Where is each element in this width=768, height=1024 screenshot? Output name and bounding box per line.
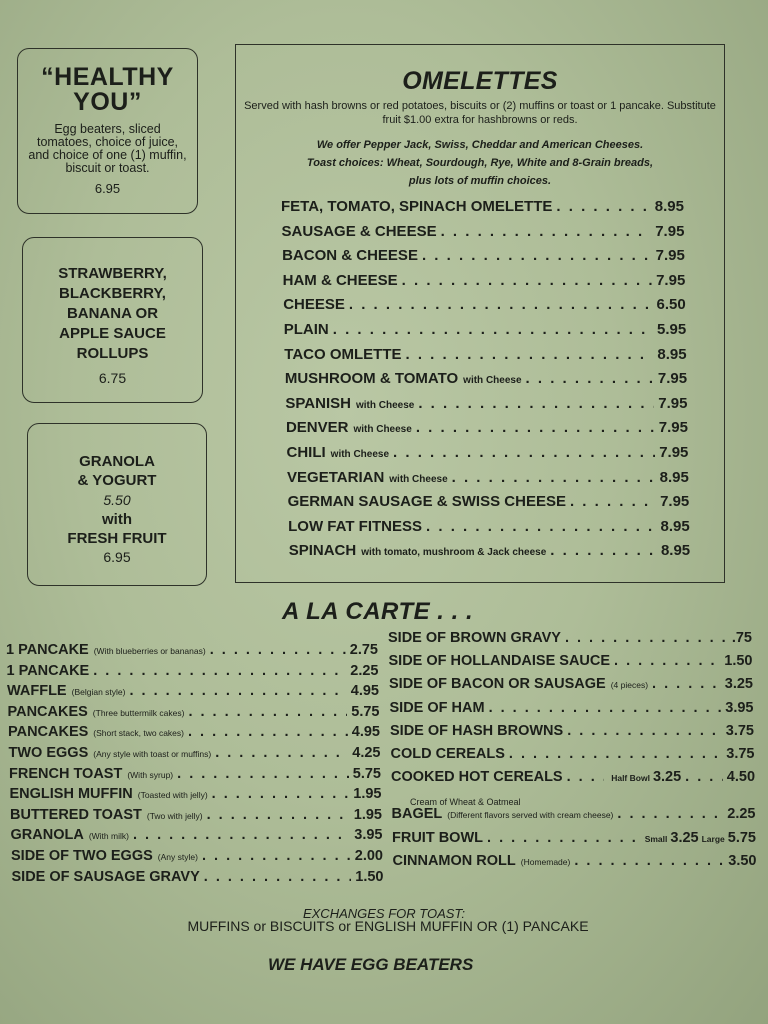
omelette-item	[286, 419, 688, 436]
item-price: 5.75	[727, 829, 756, 846]
item-price: 3.95	[725, 699, 754, 716]
omelette-price: 7.95	[658, 394, 688, 412]
item-price: 1.50	[355, 868, 384, 885]
dot-leader	[188, 724, 348, 740]
item-name: BUTTERED TOAST	[10, 806, 142, 823]
alacarte-item	[392, 830, 756, 846]
dot-leader	[418, 395, 654, 412]
healthy-title-line2: YOU”	[73, 88, 142, 116]
item-price: 4.95	[350, 683, 379, 700]
alacarte-item	[7, 683, 379, 699]
dot-leader	[509, 746, 722, 762]
item-price: 5.75	[352, 765, 381, 782]
omelette-price: 7.95	[656, 271, 686, 289]
dot-leader	[574, 853, 724, 869]
item-note: (With milk)	[88, 831, 129, 842]
omelette-name: SPINACH	[288, 542, 357, 560]
exchanges-title: EXCHANGES FOR TOAST:	[302, 906, 466, 921]
omelette-price: 8.95	[657, 345, 687, 363]
dot-leader	[129, 683, 346, 699]
item-name: SIDE OF HAM	[389, 699, 485, 716]
item-price: 4.95	[351, 724, 380, 741]
omelette-item	[283, 296, 686, 313]
item-price: 1.95	[353, 786, 382, 803]
rollups-line: APPLE SAUCE	[59, 325, 166, 342]
alacarte-item	[392, 806, 756, 822]
item-price: .75	[731, 630, 752, 646]
item-price: 2.75	[349, 642, 378, 658]
omelette-price: 7.95	[657, 370, 688, 388]
item-note: (Any style with toast or muffins)	[93, 749, 212, 759]
dot-leader	[93, 663, 346, 679]
alacarte-item	[8, 704, 380, 720]
granola-line2: & YOGURT	[77, 472, 157, 489]
item-note: (Three buttermilk cakes)	[92, 707, 185, 718]
item-price: 3.75	[725, 722, 754, 739]
alacarte-item	[11, 848, 383, 864]
omelette-note: with Cheese	[389, 473, 448, 485]
alacarte-item	[7, 663, 379, 679]
item-note: (Short stack, two cakes)	[93, 728, 184, 739]
dot-leader	[177, 766, 349, 782]
healthy-title-line1: “HEALTHY	[41, 63, 174, 91]
item-price: 4.50	[726, 769, 756, 786]
item-note: (Belgian style)	[71, 687, 126, 698]
alacarte-item	[10, 807, 382, 823]
alacarte-item	[390, 723, 754, 739]
cereal-note: Cream of Wheat & Oatmeal	[410, 797, 521, 807]
omelette-item	[287, 444, 689, 461]
item-price: 4.25	[352, 745, 381, 761]
dot-leader	[685, 769, 723, 785]
dot-leader	[402, 272, 652, 289]
item-price: 2.25	[727, 806, 756, 823]
item-price: 5.75	[351, 703, 380, 720]
omelette-price: 7.95	[658, 419, 688, 437]
rollups-box	[22, 237, 203, 403]
alacarte-item	[12, 869, 384, 885]
dot-leader	[567, 769, 605, 785]
omelette-name: BACON & CHEESE	[282, 247, 418, 265]
omelette-item	[282, 223, 685, 240]
item-name: FRUIT BOWL	[392, 829, 484, 846]
granola-fruit: FRESH FRUIT	[67, 530, 167, 547]
omelette-name: DENVER	[285, 419, 349, 437]
omelette-item	[282, 247, 685, 264]
omelette-name: LOW FAT FITNESS	[288, 517, 423, 535]
size-label: Large	[701, 833, 725, 844]
omelette-note: with tomato, mushroom & Jack cheese	[361, 547, 547, 559]
omelette-name: FETA, TOMATO, SPINACH OMELETTE	[281, 198, 553, 215]
omelette-name: SAUSAGE & CHEESE	[281, 222, 437, 240]
dot-leader	[565, 630, 728, 646]
omelette-item	[287, 469, 689, 486]
dot-leader	[614, 653, 720, 669]
item-name: SIDE OF HOLLANDAISE SAUCE	[388, 653, 611, 670]
dot-leader	[526, 370, 654, 387]
item-note: (Any style)	[157, 852, 198, 862]
exchanges-text: MUFFINS or BISCUITS or ENGLISH MUFFIN OR (1) PANCAKE	[187, 918, 589, 934]
item-name: SIDE OF SAUSAGE GRAVY	[11, 868, 200, 885]
item-note: (4 pieces)	[610, 680, 649, 691]
offer-line: We offer Pepper Jack, Swiss, Cheddar and American Cheeses.	[316, 139, 644, 151]
alacarte-item	[389, 653, 753, 669]
omelette-price: 6.50	[656, 296, 686, 314]
item-name: COLD CEREALS	[390, 746, 505, 762]
item-name: 1 PANCAKE	[6, 662, 90, 679]
dot-leader	[207, 807, 350, 823]
offer-line: Toast choices: Wheat, Sourdough, Rye, White and 8-Grain breads,	[306, 157, 654, 169]
item-name: FRENCH TOAST	[9, 765, 123, 782]
dot-leader	[212, 786, 350, 802]
omelette-item	[283, 272, 686, 289]
item-name: ENGLISH MUFFIN	[9, 786, 133, 803]
alacarte-item	[389, 676, 753, 692]
dot-leader	[652, 676, 721, 692]
omelette-price: 7.95	[655, 247, 685, 265]
dot-leader	[487, 830, 638, 846]
item-price: 3.25	[670, 829, 699, 846]
dot-leader	[556, 198, 650, 215]
alacarte-title: A LA CARTE . . .	[282, 598, 474, 625]
item-price: 3.25	[652, 769, 682, 786]
omelette-price: 7.95	[655, 222, 685, 240]
omelette-name: VEGETARIAN	[287, 468, 385, 486]
dot-leader	[349, 296, 653, 313]
alacarte-item	[388, 630, 752, 646]
granola-with: with	[102, 511, 132, 528]
item-name: SIDE OF BROWN GRAVY	[388, 630, 561, 646]
dot-leader	[215, 745, 348, 761]
omelette-item	[289, 542, 690, 559]
offer-line: plus lots of muffin choices.	[408, 175, 552, 187]
omelette-note: with Cheese	[463, 375, 522, 387]
omelette-name: GERMAN SAUSAGE & SWISS CHEESE	[287, 493, 566, 511]
omelette-name: MUSHROOM & TOMATO	[284, 370, 459, 388]
dot-leader	[416, 419, 655, 436]
item-price: 3.95	[354, 827, 383, 844]
omelette-item	[288, 493, 690, 510]
alacarte-item	[9, 766, 381, 782]
omelette-item	[288, 518, 690, 535]
item-name: SIDE OF HASH BROWNS	[390, 722, 564, 739]
alacarte-item	[391, 769, 755, 785]
omelette-name: CHEESE	[283, 296, 345, 314]
granola-yogurt-box	[27, 423, 207, 586]
alacarte-item	[390, 700, 754, 716]
rollups-line: ROLLUPS	[76, 345, 149, 362]
omelette-item	[281, 198, 684, 215]
item-note: (Toasted with jelly)	[137, 790, 208, 801]
item-name: 1 PANCAKE	[6, 642, 89, 658]
dot-leader	[489, 700, 722, 716]
rollups-line: BLACKBERRY,	[59, 285, 166, 302]
item-price: 3.50	[728, 852, 757, 869]
omelette-item	[284, 346, 686, 363]
item-name: CINNAMON ROLL	[392, 852, 516, 869]
egg-beaters-note: WE HAVE EGG BEATERS	[268, 955, 474, 974]
dot-leader	[567, 723, 722, 739]
omelette-name: PLAIN	[283, 321, 329, 338]
omelette-price: 7.95	[659, 444, 689, 461]
item-name: SIDE OF TWO EGGS	[11, 848, 153, 864]
item-price: 2.00	[354, 848, 383, 864]
omelette-item	[285, 395, 687, 412]
omelette-name: CHILI	[286, 444, 326, 461]
dot-leader	[202, 848, 351, 864]
omelette-name: HAM & CHEESE	[282, 271, 398, 289]
item-price: 2.25	[350, 662, 379, 679]
item-price: 1.50	[724, 653, 753, 670]
size-label: Half Bowl	[611, 773, 650, 784]
rollups-line: BANANA OR	[66, 305, 159, 322]
dot-leader	[406, 346, 654, 363]
item-note: (With blueberries or bananas)	[93, 646, 206, 656]
alacarte-item	[391, 746, 755, 762]
dot-leader	[550, 542, 657, 559]
dot-leader	[570, 493, 656, 510]
omelette-note: with Cheese	[353, 424, 412, 436]
omelette-price: 8.95	[660, 542, 691, 560]
alacarte-item	[6, 642, 378, 658]
dot-leader	[188, 704, 347, 720]
item-name: COOKED HOT CEREALS	[391, 769, 563, 786]
omelette-price: 7.95	[660, 493, 690, 511]
granola-price1: 5.50	[103, 492, 131, 508]
item-price: 1.95	[353, 806, 382, 823]
item-name: SIDE OF BACON OR SAUSAGE	[389, 676, 606, 693]
omelettes-title: OMELETTES	[402, 67, 558, 95]
healthy-description: Egg beaters, sliced tomatoes, choice of juice, and choice of one (1) muffin, biscuit or toast.	[28, 122, 187, 175]
alacarte-item	[11, 827, 383, 843]
granola-price2: 6.95	[103, 549, 131, 565]
granola-line1: GRANOLA	[79, 453, 155, 470]
dot-leader	[393, 444, 655, 461]
healthy-you-box	[17, 48, 198, 214]
size-label: Small	[644, 833, 668, 844]
omelette-price: 8.95	[654, 198, 684, 215]
alacarte-item	[9, 745, 381, 761]
omelettes-offer-note	[246, 136, 714, 190]
item-price: 3.25	[724, 676, 753, 693]
rollups-price: 6.75	[98, 370, 127, 386]
omelettes-served-note: Served with hash browns or red potatoes, biscuits or (2) muffins or toast or 1 pancake. Substitute fruit $1.00 extra for hashbrowns or reds.	[244, 100, 716, 126]
omelette-name: SPANISH	[285, 394, 351, 412]
item-note: (Two with jelly)	[146, 810, 203, 821]
item-name: PANCAKES	[8, 724, 89, 741]
dot-leader	[204, 869, 352, 885]
item-note: (With syrup)	[127, 769, 174, 780]
omelette-price: 8.95	[659, 468, 689, 486]
omelette-item	[285, 370, 687, 387]
dot-leader	[441, 223, 652, 240]
dot-leader	[422, 247, 652, 264]
alacarte-item	[10, 786, 382, 802]
omelette-note: with Cheese	[355, 399, 415, 411]
omelette-name: TACO OMLETTE	[284, 345, 402, 363]
omelette-note: with Cheese	[330, 449, 390, 460]
item-name: GRANOLA	[10, 827, 84, 844]
alacarte-item	[8, 724, 380, 740]
dot-leader	[333, 321, 653, 338]
item-name: WAFFLE	[7, 683, 67, 700]
item-name: TWO EGGS	[8, 745, 89, 761]
healthy-price: 6.95	[94, 181, 121, 196]
dot-leader	[617, 806, 723, 822]
item-name: PANCAKES	[7, 703, 88, 720]
alacarte-item	[393, 853, 757, 869]
dot-leader	[452, 469, 656, 486]
item-price: 3.75	[726, 746, 755, 762]
dot-leader	[426, 518, 656, 535]
omelette-price: 5.95	[656, 321, 687, 338]
item-name: BAGEL	[391, 806, 443, 823]
item-note: (Homemade)	[520, 856, 571, 867]
omelette-price: 8.95	[660, 517, 690, 535]
omelette-item	[284, 321, 686, 338]
dot-leader	[210, 642, 346, 658]
item-note: (Different flavors served with cream cheese)	[447, 810, 614, 821]
dot-leader	[133, 827, 350, 843]
rollups-line: STRAWBERRY,	[58, 265, 167, 282]
